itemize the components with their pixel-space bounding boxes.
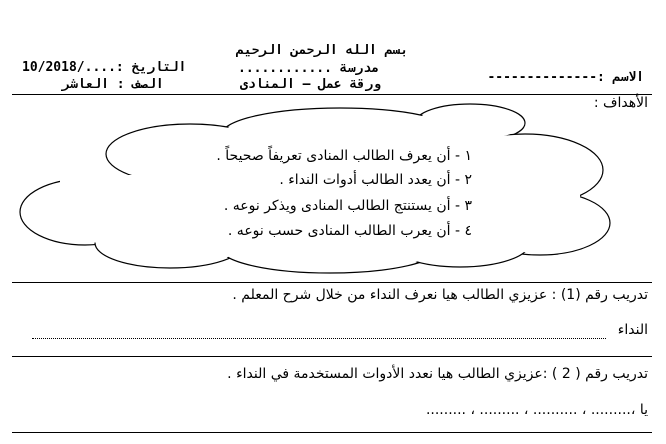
exercise-2-answer-line[interactable]: يا ،......... ، .......... ، ......... ، ......... [425, 402, 648, 418]
objectives-divider [12, 282, 652, 283]
objective-item-3: ٣ - أن يستنتج الطالب المنادى ويذكر نوعه . [223, 198, 472, 214]
objective-item-4: ٤ - أن يعرب الطالب المنادى حسب نوعه . [227, 223, 472, 239]
objective-item-2: ٢ - أن يعدد الطالب أدوات النداء . [279, 172, 472, 188]
exercise-divider [12, 356, 652, 357]
objectives-heading: الأهداف : [593, 95, 648, 111]
date-field: التاريخ :..../10/2018 [22, 60, 187, 75]
student-name-field: الاسم :-------------- [487, 70, 644, 85]
bottom-divider [12, 432, 652, 433]
objective-item-1: ١ - أن يعرف الطالب المنادى تعريفاً صحيحاً . [216, 148, 472, 164]
class-field: الصف : العاشر [62, 77, 164, 92]
exercise-1-title: تدريب رقم (1) : عزيزي الطالب هيا نعرف النداء من خلال شرح المعلم . [232, 287, 648, 303]
school-name: مدرسة ............ [238, 61, 379, 76]
exercise-1-answer-label: النداء [617, 322, 648, 338]
worksheet-title: ورقة عمل – المنادى [240, 77, 381, 92]
basmala: بسم الله الرحمن الرحيم [236, 43, 409, 58]
exercise-1-answer-line[interactable] [32, 338, 606, 339]
exercise-2-title: تدريب رقم ( 2 ) :عزيزي الطالب هيا نعدد الأدوات المستخدمة في النداء . [227, 366, 648, 382]
